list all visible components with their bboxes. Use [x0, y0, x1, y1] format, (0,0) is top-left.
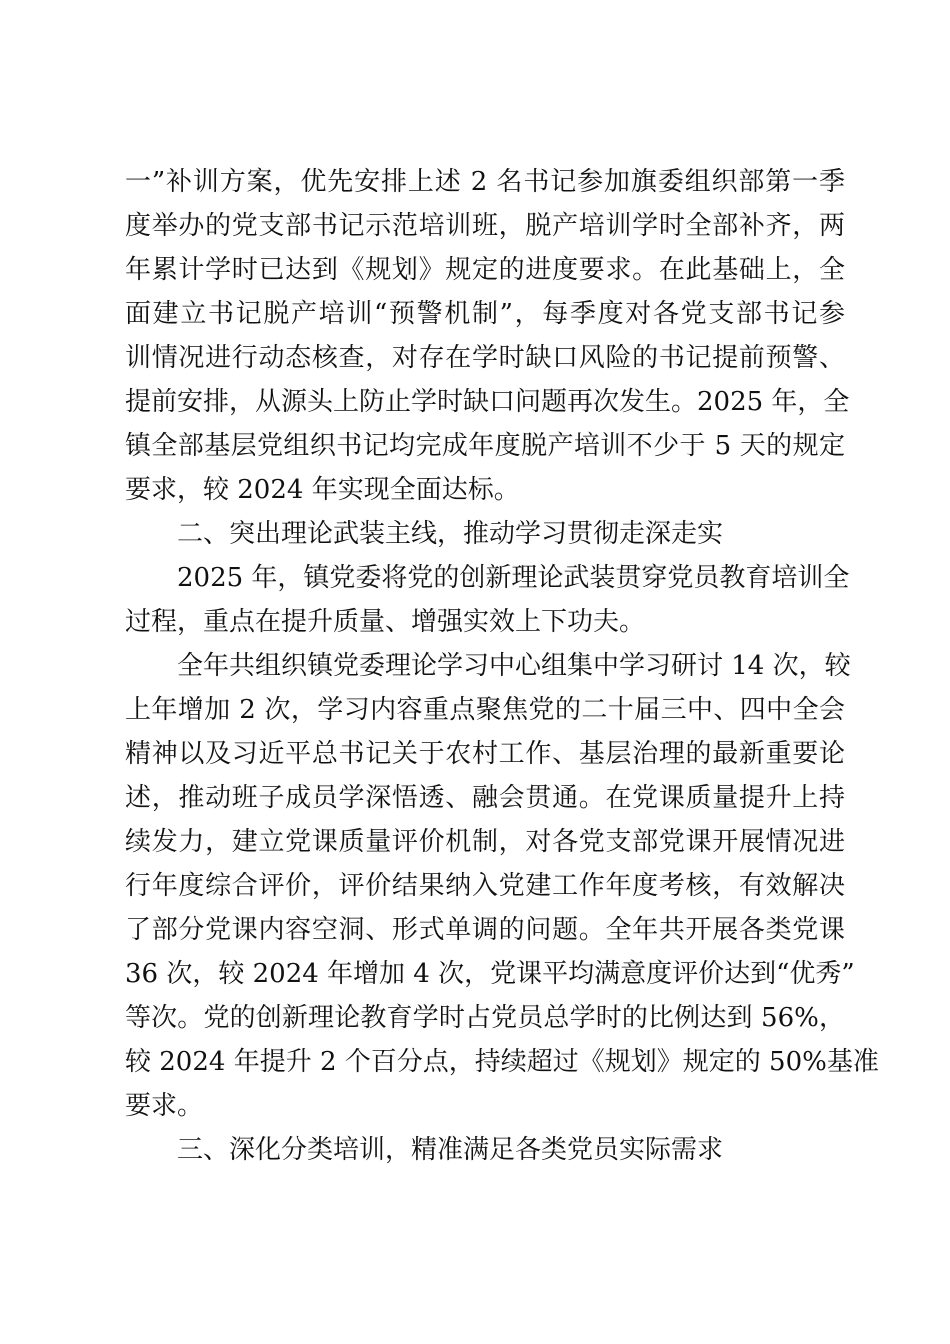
text-line: 精神以及习近平总书记关于农村工作、基层治理的最新重要论: [125, 739, 845, 769]
text-line: 面建立书记脱产培训“预警机制”，每季度对各党支部书记参: [125, 299, 845, 329]
heading-line: 二、突出理论武装主线，推动学习贯彻走深走实: [177, 519, 724, 549]
document-body: [125, 160, 879, 1172]
text-line: 镇全部基层党组织书记均完成年度脱产培训不少于 5 天的规定: [125, 431, 845, 461]
text-line: 较 2024 年提升 2 个百分点，持续超过《规划》规定的 50%基准: [125, 1047, 879, 1077]
heading-line: 三、深化分类培训，精准满足各类党员实际需求: [177, 1135, 724, 1165]
text-line: 过程，重点在提升质量、增强实效上下功夫。: [125, 607, 646, 637]
text-line: 一”补训方案，优先安排上述 2 名书记参加旗委组织部第一季: [125, 167, 845, 197]
text-line: 上年增加 2 次，学习内容重点聚焦党的二十届三中、四中全会: [125, 695, 845, 725]
text-line: 要求，较 2024 年实现全面达标。: [125, 475, 520, 505]
text-line: 度举办的党支部书记示范培训班，脱产培训学时全部补齐，两: [125, 211, 845, 241]
text-line: 行年度综合评价，评价结果纳入党建工作年度考核，有效解决: [125, 871, 845, 901]
text-line: 了部分党课内容空洞、形式单调的问题。全年共开展各类党课: [125, 915, 845, 945]
paragraph-training-makeup: [125, 160, 850, 512]
text-line: 提前安排，从源头上防止学时缺口问题再次发生。2025 年，全: [125, 387, 850, 417]
text-line: 等次。党的创新理论教育学时占党员总学时的比例达到 56%，: [125, 1003, 845, 1033]
text-line: 要求。: [125, 1091, 204, 1121]
text-line: 2025 年，镇党委将党的创新理论武装贯穿党员教育培训全: [177, 563, 850, 593]
paragraph-study-details: [125, 644, 879, 1128]
paragraph-theory-intro: [125, 556, 850, 644]
section-heading-3: [125, 1128, 845, 1172]
text-line: 36 次，较 2024 年增加 4 次，党课平均满意度评价达到“优秀”: [125, 959, 855, 989]
text-line: 年累计学时已达到《规划》规定的进度要求。在此基础上，全: [125, 255, 845, 285]
text-line: 训情况进行动态核查，对存在学时缺口风险的书记提前预警、: [125, 343, 845, 373]
text-line: 续发力，建立党课质量评价机制，对各党支部党课开展情况进: [125, 827, 845, 857]
text-line: 全年共组织镇党委理论学习中心组集中学习研讨 14 次，较: [177, 651, 851, 681]
section-heading-2: [125, 512, 845, 556]
text-line: 述，推动班子成员学深悟透、融会贯通。在党课质量提升上持: [125, 783, 845, 813]
